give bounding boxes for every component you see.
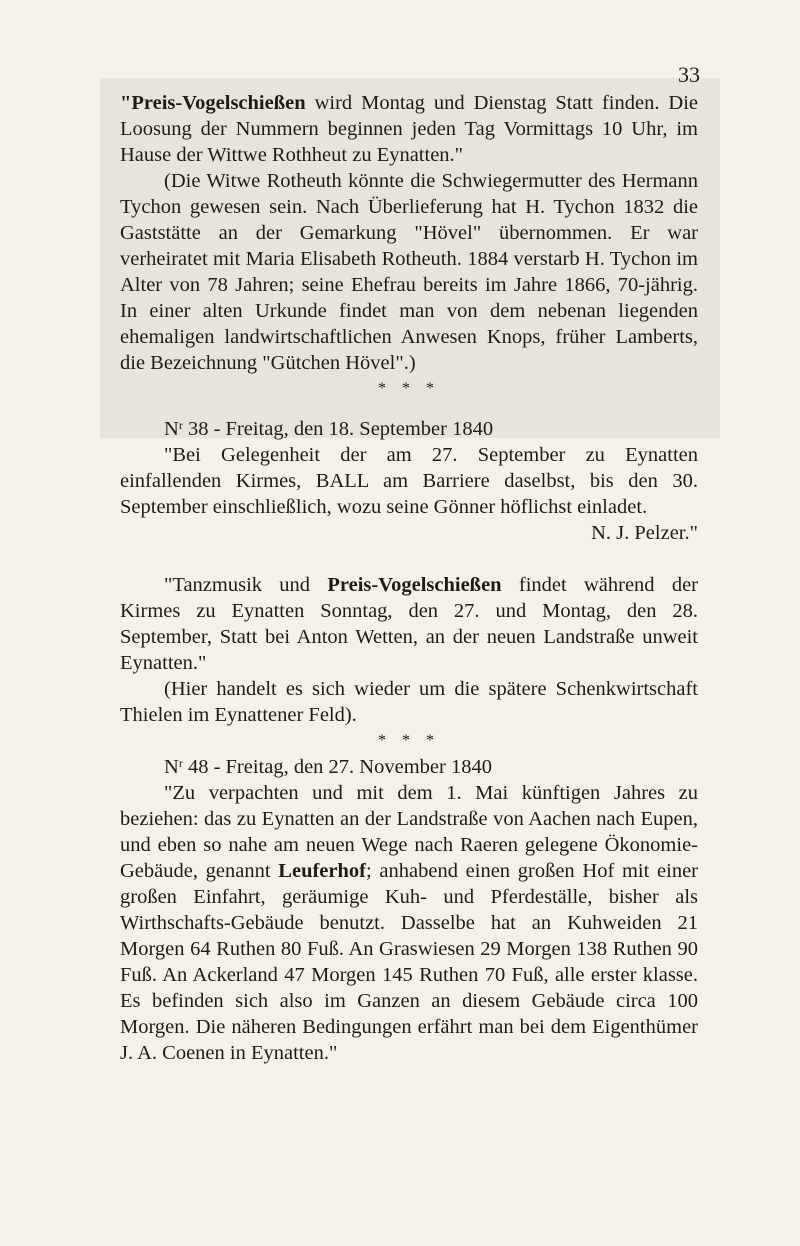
separator-stars: * * *	[378, 732, 440, 749]
heading-superscript: r	[178, 418, 183, 432]
paragraph-kirmes-ball: "Bei Gelegenheit der am 27. September zu Eynatten einfallenden Kirmes, BALL am Barriere daselbst, bis den 30. September einschließlich, wozu seine Gönner höflichst einladet.	[120, 444, 698, 518]
paragraph-thielen-note: (Hier handelt es sich wieder um die spätere Schenkwirtschaft Thielen im Eynattener Feld).	[120, 678, 698, 726]
paragraph-leuferhof	[120, 780, 698, 1066]
heading-prefix: N	[164, 418, 179, 440]
text-run: "Zu verpachten und mit dem 1. Mai künftigen Jahres zu beziehen: das zu Eynatten an der Landstraße von Aachen nach Eupen, und eben so nahe am neuen Wege nach Raeren gelegene Ökonomie-Gebäude, genannt	[120, 782, 698, 882]
paragraph-preis-vogelschiessen	[120, 90, 698, 168]
issue-heading-48	[120, 754, 698, 780]
signature-pelzer: N. J. Pelzer."	[591, 522, 698, 544]
text-run: ; anhabend einen großen Hof mit einer großen Einfahrt, geräumige Kuh- und Pferdeställe, bisher als Wirthschafts-Gebäude benutzt. Dasselbe hat an Kuhweiden 21 Morgen 64 Ruthen 80 Fuß. An Graswiesen 29 Morgen 138 Ruthen 90 Fuß. An Ackerland 47 Morgen 145 Ruthen 70 Fuß, alle erster klasse. Es befinden sich also im Ganzen an diesem Gebäude circa 100 Morgen. Die näheren Bedingungen erfährt man bei dem Eigenthümer J. A. Coenen in Eynatten."	[120, 860, 698, 1064]
paragraph-rotheuth-note: (Die Witwe Rotheuth könnte die Schwiegermutter des Hermann Tychon gewesen sein. Nach Überlieferung hat H. Tychon 1832 die Gaststätte an der Gemarkung "Hövel" übernommen. Er war verheiratet mit Maria Elisabeth Rotheuth. 1884 verstarb H. Tychon im Alter von 78 Jahren; seine Ehefrau bereits im Jahre 1866, 70-jährig. In einer alten Urkunde findet man von dem nebenan liegenden ehemaligen landwirtschaftlichen Anwesen Knops, früher Lamberts, die Bezeichnung "Gütchen Hövel".)	[120, 170, 698, 374]
bold-term: Preis-Vogelschießen	[327, 574, 502, 596]
quote-mark: "	[120, 92, 132, 114]
page-content	[120, 90, 698, 1066]
page-number: 33	[678, 62, 700, 87]
bold-term: Preis-Vogelschießen	[131, 92, 306, 114]
text-run: wird Montag und Dienstag Statt finden. Die Loosung der Nummern beginnen jeden Tag Vormittags 10 Uhr, im Hause der Wittwe Rothheut zu Eynatten."	[120, 92, 698, 166]
issue-heading-38	[120, 416, 698, 442]
bold-term: Leuferhof	[278, 860, 366, 882]
text-run: findet während der Kirmes zu Eynatten Sonntag, den 27. und Montag, den 28. September, Statt bei Anton Wetten, an der neuen Landstraße unweit Eynatten."	[120, 574, 698, 674]
text-run: "Tanzmusik und	[164, 574, 328, 596]
separator-stars: * * *	[378, 380, 440, 397]
heading-date: 48 - Freitag, den 27. November 1840	[182, 756, 492, 778]
heading-superscript: r	[178, 756, 183, 770]
heading-prefix: N	[164, 756, 179, 778]
heading-date: 38 - Freitag, den 18. September 1840	[182, 418, 494, 440]
paragraph-tanzmusik	[120, 572, 698, 676]
